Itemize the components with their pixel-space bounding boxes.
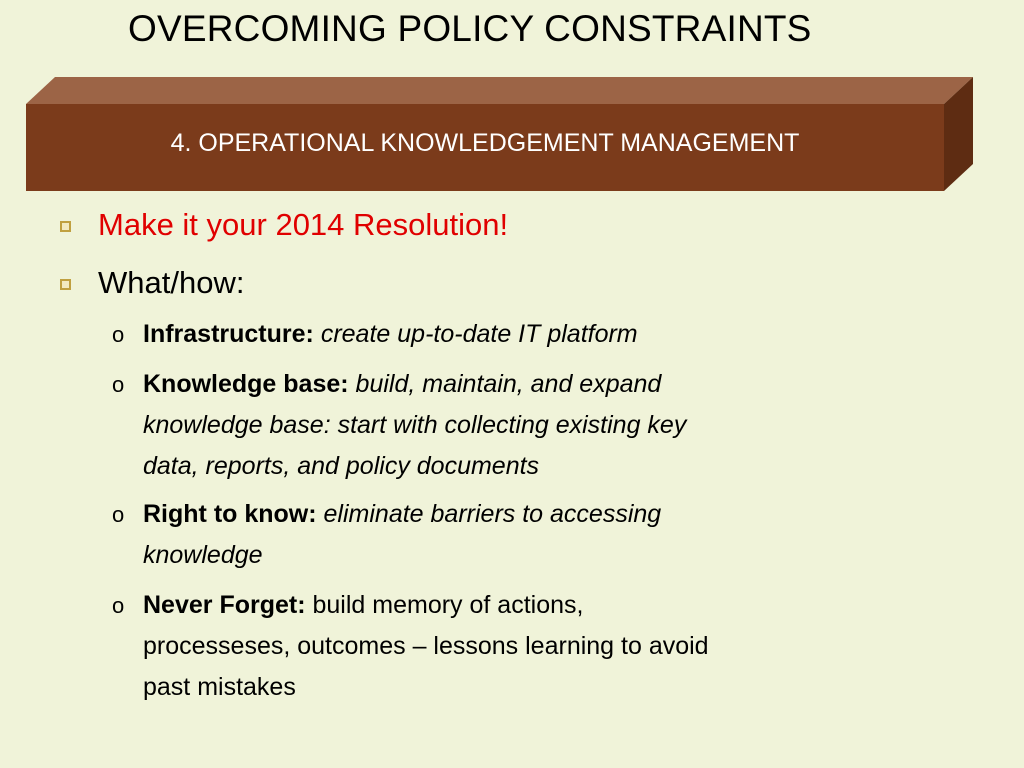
hollow-square-bullet-icon bbox=[60, 279, 71, 290]
subbullet-text: processeses, outcomes – lessons learning to avoid bbox=[143, 632, 709, 660]
banner-title: 4. OPERATIONAL KNOWLEDGEMENT MANAGEMENT bbox=[170, 129, 800, 157]
banner-top-face bbox=[26, 77, 973, 104]
subbullet-label: Knowledge base: bbox=[143, 370, 349, 398]
bullet-resolution-text: Make it your 2014 Resolution! bbox=[98, 207, 509, 242]
subbullet-text: build, maintain, and expand bbox=[355, 370, 662, 398]
circle-bullet-icon: o bbox=[112, 502, 125, 527]
subbullet-label: Infrastructure: bbox=[143, 320, 314, 348]
subbullet-text: create up-to-date IT platform bbox=[320, 320, 638, 348]
circle-bullet-icon: o bbox=[112, 593, 125, 618]
bullet-what-how-text: What/how: bbox=[98, 265, 245, 300]
subbullet-label: Never Forget: bbox=[143, 591, 306, 619]
slide-title: OVERCOMING POLICY CONSTRAINTS bbox=[128, 8, 812, 49]
subbullet-text: knowledge base: start with collecting existing key bbox=[143, 411, 687, 439]
subbullet-text: data, reports, and policy documents bbox=[143, 452, 540, 480]
section-banner bbox=[0, 0, 1024, 200]
subbullet-text: past mistakes bbox=[143, 673, 296, 701]
subbullet-text: eliminate barriers to accessing bbox=[323, 500, 662, 528]
subbullet-label: Right to know: bbox=[143, 500, 317, 528]
circle-bullet-icon: o bbox=[112, 372, 125, 397]
circle-bullet-icon: o bbox=[112, 322, 125, 347]
subbullet-text: knowledge bbox=[143, 541, 263, 569]
hollow-square-bullet-icon bbox=[60, 221, 71, 232]
subbullet-text: build memory of actions, bbox=[312, 591, 584, 619]
